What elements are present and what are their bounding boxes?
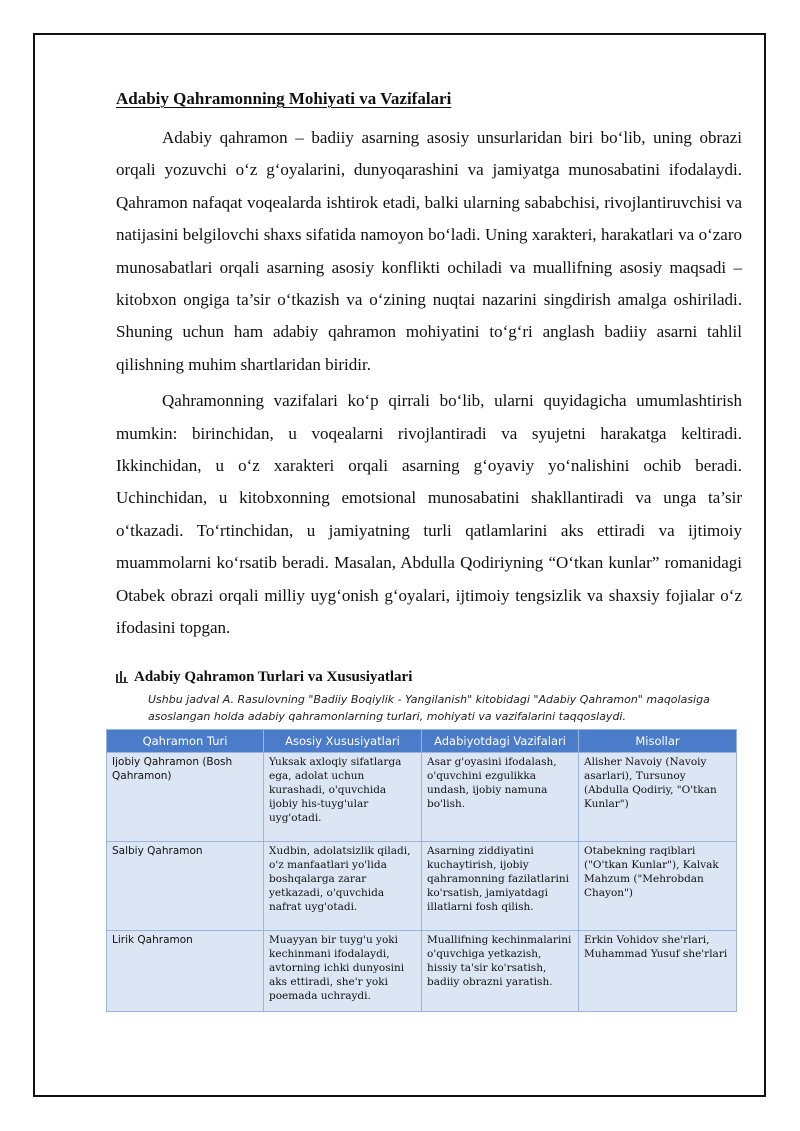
paragraph-1: Adabiy qahramon – badiiy asarning asosiy unsurlaridan biri bo‘lib, uning obrazi orqali yozuvchi o‘z g‘oyalarini, dunyoqarashini va jamiyatga munosabatini ifodalaydi. Qahramon nafaqat voqealarda ishtirok etadi, balki ularning sababchisi, rivojlantiruvchisi va natijasini belgilovchi shaxs sifatida namoyon bo‘ladi. Uning xarakteri, harakatlari va o‘zaro munosabatlari orqali asarning asosiy konflikti ochiladi va muallifning asosiy maqsadi – kitobxon ongiga ta’sir o‘tkazish va o‘zining nuqtai nazarini singdirish amalga oshiriladi. Shuning uchun ham adabiy qahramon mohiyatini to‘g‘ri anglash badiiy asarni tahlil qilishning muhim shartlaridan biridir.	[116, 128, 742, 374]
table-cell: Otabekning raqiblari ("O'tkan Kunlar"), Kalvak Mahzum ("Mehrobdan Chayon")	[579, 841, 737, 930]
header-cell: Adabiyotdagi Vazifalari	[422, 729, 579, 752]
table-cell: Muayyan bir tuyg'u yoki kechinmani ifodalaydi, avtorning ichki dunyosini aks ettiradi, she'r yoki poemada uchraydi.	[264, 930, 422, 1011]
comparison-table	[106, 729, 737, 1012]
document-title: Adabiy Qahramonning Mohiyati va Vazifalari	[116, 89, 452, 108]
document-content	[112, 88, 742, 1012]
bar-chart-icon	[116, 671, 128, 683]
paragraph-2: Qahramonning vazifalari ko‘p qirrali bo‘lib, ularni quyidagicha umumlashtirish mumkin: birinchidan, u voqealarni rivojlantiradi va syujetni harakatga keltiradi. Ikkinchidan, u o‘z xarakteri orqali asarning g‘oyaviy yo‘nalishini ochib beradi. Uchinchidan, u kitobxonning emotsional munosabatini shakllantiradi va unga ta’sir o‘tkazadi. To‘rtinchidan, u jamiyatning turli qatlamlarini aks ettiradi va ijtimoiy muammolarni ko‘rsatib beradi. Masalan, Abdulla Qodiriyning “O‘tkan kunlar” romanidagi Otabek obrazi orqali milliy uyg‘onish g‘oyalari, ijtimoiy tengsizlik va shaxsiy fojialar o‘z ifodasini topgan.	[116, 391, 742, 638]
section-title-text: Adabiy Qahramon Turlari va Xususiyatlari	[134, 668, 413, 685]
table-cell: Asarning ziddiyatini kuchaytirish, ijobiy qahramonning fazilatlarini ko'rsatish, jamiyatdagi illatlarni fosh qilish.	[422, 841, 579, 930]
header-cell: Qahramon Turi	[107, 729, 264, 752]
table-cell: Xudbin, adolatsizlik qiladi, o'z manfaatlari yo'lida boshqalarga zarar yetkazadi, o'quvchida nafrat uyg'otadi.	[264, 841, 422, 930]
table-cell: Yuksak axloqiy sifatlarga ega, adolat uchun kurashadi, o'quvchida ijobiy his-tuyg'ular uyg'otadi.	[264, 752, 422, 841]
comparison-table-wrapper	[106, 729, 736, 1012]
table-section-title	[116, 667, 742, 687]
table-cell: Ijobiy Qahramon (Bosh Qahramon)	[107, 752, 264, 841]
table-header-row	[107, 729, 737, 752]
table-cell: Salbiy Qahramon	[107, 841, 264, 930]
table-cell: Lirik Qahramon	[107, 930, 264, 1011]
table-cell: Muallifning kechinmalarini o'quvchiga yetkazish, hissiy ta'sir ko'rsatish, badiiy obrazni yaratish.	[422, 930, 579, 1011]
header-cell: Asosiy Xususiyatlari	[264, 729, 422, 752]
table-cell: Asar g'oyasini ifodalash, o'quvchini ezgulikka undash, ijobiy namuna bo'lish.	[422, 752, 579, 841]
table-cell: Alisher Navoiy (Navoiy asarlari), Tursunoy (Abdulla Qodiriy, "O'tkan Kunlar")	[579, 752, 737, 841]
table-row	[107, 930, 737, 1011]
table-row	[107, 752, 737, 841]
table-caption: Ushbu jadval A. Rasulovning "Badiiy Boqiylik - Yangilanish" kitobidagi "Adabiy Qahramon" maqolasiga asoslangan holda adabiy qahramonlarning turlari, mohiyati va vazifalarini taqqoslaydi.	[148, 692, 710, 723]
table-row	[107, 841, 737, 930]
table-cell: Erkin Vohidov she'rlari, Muhammad Yusuf she'rlari	[579, 930, 737, 1011]
header-cell: Misollar	[579, 729, 737, 752]
